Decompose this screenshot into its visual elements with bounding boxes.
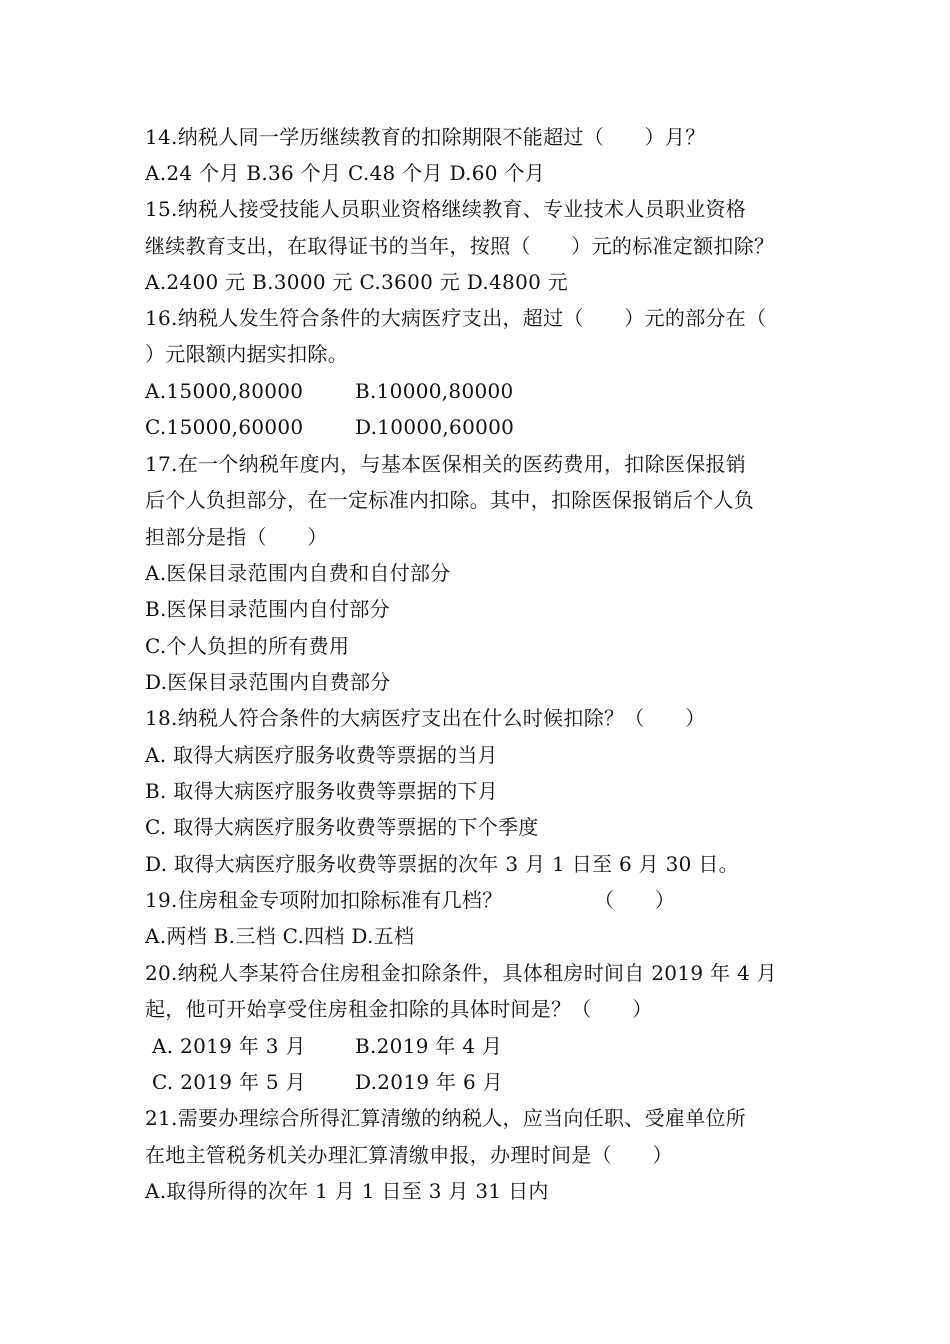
question-16-option-d: D.10000,60000 (355, 415, 515, 439)
question-20-option-a: A. 2019 年 3 月 (152, 1034, 306, 1058)
question-20-option-d: D.2019 年 6 月 (355, 1070, 503, 1094)
question-18-option-a: A. 取得大病医疗服务收费等票据的当月 (145, 743, 498, 767)
question-17-text-line-1: 17.在一个纳税年度内，与基本医保相关的医药费用，扣除医保报销 (145, 452, 747, 476)
question-15-text-line-1: 15.纳税人接受技能人员职业资格继续教育、专业技术人员职业资格 (145, 197, 747, 221)
question-14-text: 14.纳税人同一学历继续教育的扣除期限不能超过（ ）月？ (145, 125, 706, 149)
question-16-text-line-2: ）元限额内据实扣除。 (145, 342, 348, 366)
question-20-option-c: C. 2019 年 5 月 (152, 1070, 306, 1094)
question-15-options: A.2400 元 B.3000 元 C.3600 元 D.4800 元 (145, 270, 569, 294)
question-16-option-c: C.15000,60000 (145, 415, 304, 439)
question-16-option-a: A.15000,80000 (145, 379, 304, 403)
question-16-text-line-1: 16.纳税人发生符合条件的大病医疗支出，超过（ ）元的部分在（ (145, 306, 767, 330)
question-21-text-line-1: 21.需要办理综合所得汇算清缴的纳税人，应当向任职、受雇单位所 (145, 1106, 747, 1130)
question-15-text-line-2: 继续教育支出，在取得证书的当年，按照（ ）元的标准定额扣除？ (145, 234, 775, 258)
question-18-option-d: D. 取得大病医疗服务收费等票据的次年 3 月 1 日至 6 月 30 日。 (145, 852, 739, 876)
question-18-option-b: B. 取得大病医疗服务收费等票据的下月 (145, 779, 499, 803)
question-20-text-line-1: 20.纳税人李某符合住房租金扣除条件，具体租房时间自 2019 年 4 月 (145, 961, 777, 985)
question-17-option-c: C.个人负担的所有费用 (145, 634, 350, 658)
question-17-option-a: A.医保目录范围内自费和自付部分 (145, 561, 451, 585)
question-18-option-c: C. 取得大病医疗服务收费等票据的下个季度 (145, 815, 539, 839)
question-18-text: 18.纳税人符合条件的大病医疗支出在什么时候扣除？（ ） (145, 706, 706, 730)
question-14-options: A.24 个月 B.36 个月 C.48 个月 D.60 个月 (145, 161, 546, 185)
question-17-option-b: B.医保目录范围内自付部分 (145, 597, 390, 621)
question-20-option-b: B.2019 年 4 月 (355, 1034, 503, 1058)
question-20-text-line-2: 起，他可开始享受住房租金扣除的具体时间是？（ ） (145, 997, 653, 1021)
question-19-text: 19.住房租金专项附加扣除标准有几档？ （ ） (145, 888, 676, 912)
question-17-text-line-2: 后个人负担部分，在一定标准内扣除。其中，扣除医保报销后个人负 (145, 488, 754, 512)
question-19-options: A.两档 B.三档 C.四档 D.五档 (145, 924, 415, 948)
question-17-option-d: D.医保目录范围内自费部分 (145, 670, 391, 694)
question-16-option-b: B.10000,80000 (355, 379, 514, 403)
question-21-text-line-2: 在地主管税务机关办理汇算清缴申报，办理时间是（ ） (145, 1143, 673, 1167)
question-21-option-a: A.取得所得的次年 1 月 1 日至 3 月 31 日内 (145, 1179, 549, 1203)
question-17-text-line-3: 担部分是指（ ） (145, 525, 328, 549)
